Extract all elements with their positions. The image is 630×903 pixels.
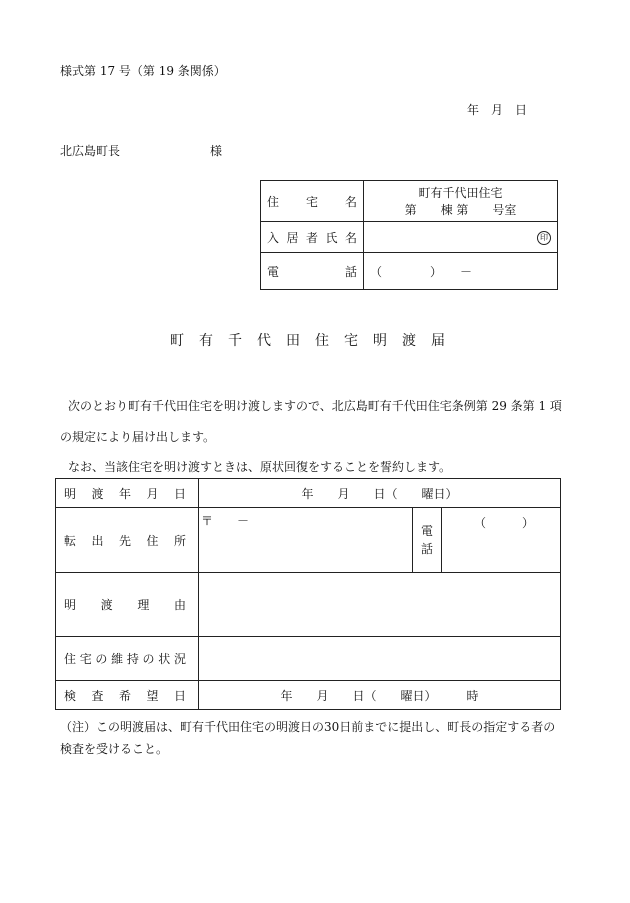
postal-code: 〒 －: [201, 514, 250, 528]
vacate-date-field[interactable]: 年 月 日（ 曜日）: [199, 479, 561, 508]
reason-label: 明渡理由: [56, 573, 199, 637]
applicant-info-table: [260, 180, 558, 290]
tel-char-2: 話: [420, 542, 433, 556]
reason-field[interactable]: [199, 573, 561, 637]
destination-phone-label: [413, 508, 442, 572]
phone-field[interactable]: （ ） －: [364, 253, 558, 290]
inspection-date-field[interactable]: 年 月 日（ 曜日） 時: [199, 681, 561, 710]
seal-mark: 印: [537, 231, 551, 245]
housing-name-line1: 町有千代田住宅: [418, 186, 503, 200]
maintenance-status-field[interactable]: [199, 637, 561, 681]
housing-name-value[interactable]: [364, 181, 558, 222]
inspection-date-label: 検査希望日: [56, 681, 199, 710]
tel-char-1: 電: [420, 524, 433, 538]
form-reference: 様式第 17 号（第 19 条関係）: [60, 64, 226, 78]
body-paragraph-3: なお、当該住宅を明け渡すときは、原状回復をすることを誓約します。: [68, 460, 452, 474]
destination-address-label: 転出先住所: [56, 508, 199, 573]
body-paragraph-2: の規定により届け出します。: [60, 430, 216, 444]
housing-name-label: 住宅名: [261, 181, 364, 222]
vacate-date-label: 明渡年月日: [56, 479, 199, 508]
honorific: 様: [210, 144, 223, 158]
addressee: 北広島町長: [60, 144, 121, 158]
destination-phone-field[interactable]: （ ）: [473, 516, 534, 530]
destination-address-field[interactable]: [193, 508, 413, 572]
resident-name-label: 入居者氏名: [261, 222, 364, 253]
submission-date-line: 年 月 日: [467, 103, 528, 117]
maintenance-status-label: 住宅の維持の状況: [56, 637, 199, 681]
body-paragraph-1: 次のとおり町有千代田住宅を明け渡しますので、北広島町有千代田住宅条例第 29 条第 1 項: [68, 399, 562, 413]
destination-cell: [199, 508, 561, 573]
phone-label: 電話: [261, 253, 364, 290]
housing-unit-line: 第 棟 第 号室: [404, 203, 517, 217]
footnote: （注）この明渡届は、町有千代田住宅の明渡日の30日前までに提出し、町長の指定する者の検査を受けること。: [60, 720, 556, 756]
vacate-details-table: [55, 478, 561, 710]
document-title: 町有千代田住宅明渡届: [170, 333, 460, 349]
resident-name-field[interactable]: [364, 222, 558, 253]
